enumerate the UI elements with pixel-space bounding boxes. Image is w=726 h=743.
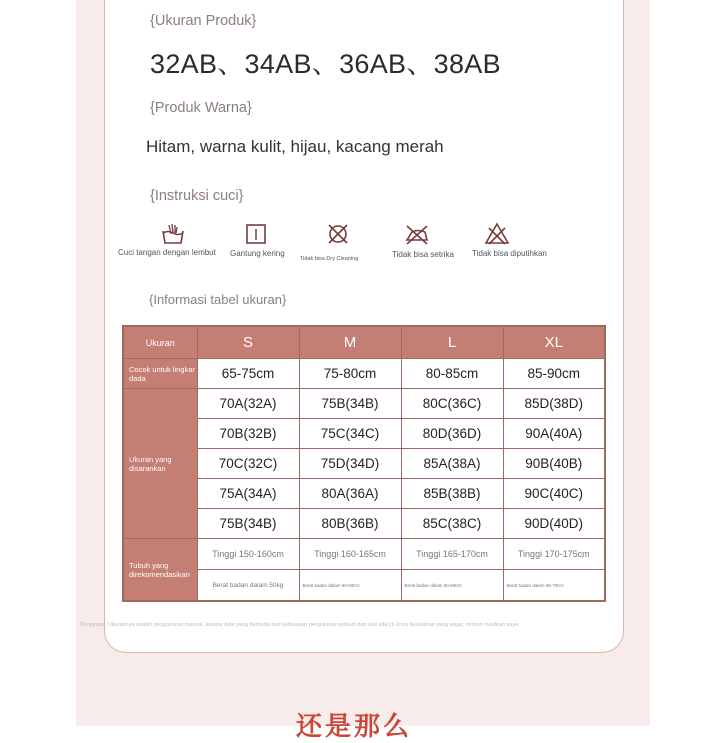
table-cell: 80-85cm <box>401 359 503 389</box>
table-cell: 75B(34B) <box>197 509 299 539</box>
table-label: {Informasi tabel ukuran} <box>149 292 287 307</box>
table-cell: 80B(36B) <box>299 509 401 539</box>
fit-label: Cocok untuk lingkar dada <box>123 359 197 389</box>
table-header-row <box>123 326 605 359</box>
table-cell: 90C(40C) <box>503 479 605 509</box>
table-cell: Berat badan dalam 50-60KG <box>299 570 401 602</box>
size-table <box>122 325 606 602</box>
table-cell: Tinggi 170-175cm <box>503 539 605 570</box>
table-cell: 75A(34A) <box>197 479 299 509</box>
wash-caption-3: Tidak bisa Dry Cleaning <box>300 256 359 262</box>
no-iron-icon <box>404 221 430 247</box>
header-xl: XL <box>503 326 605 359</box>
table-row <box>123 539 605 570</box>
table-cell: Berat badan dalam 50kg <box>197 570 299 602</box>
table-cell: Berat badan dalam 60-65KG <box>401 570 503 602</box>
table-cell: 90B(40B) <box>503 449 605 479</box>
no-bleach-icon <box>484 221 510 247</box>
table-cell: 90A(40A) <box>503 419 605 449</box>
sizes-text: 32AB、34AB、36AB、38AB <box>150 49 501 79</box>
no-dry-clean-icon <box>325 221 351 247</box>
table-row <box>123 359 605 389</box>
wash-label: {Instruksi cuci} <box>150 188 244 204</box>
table-cell: 85C(38C) <box>401 509 503 539</box>
table-cell: 85B(38B) <box>401 479 503 509</box>
table-cell: 75D(34D) <box>299 449 401 479</box>
table-row <box>123 389 605 419</box>
table-cell: 85-90cm <box>503 359 605 389</box>
table-cell: Tinggi 150-160cm <box>197 539 299 570</box>
table-cell: Tinggi 165-170cm <box>401 539 503 570</box>
colors-text: Hitam, warna kulit, hijau, kacang merah <box>146 137 444 156</box>
table-cell: 85D(38D) <box>503 389 605 419</box>
hang-dry-icon <box>243 221 269 247</box>
rec-label: Ukuran yang disarankan <box>123 389 197 539</box>
table-cell: Tinggi 160-165cm <box>299 539 401 570</box>
wash-caption-5: Tidak bisa diputihkan <box>472 249 547 258</box>
table-cell: 80D(36D) <box>401 419 503 449</box>
table-cell: 75-80cm <box>299 359 401 389</box>
wash-caption-4: Tidak bisa setrika <box>392 250 454 259</box>
header-m: M <box>299 326 401 359</box>
body-label: Tubuh yang direkomendasikan <box>123 539 197 602</box>
color-label: {Produk Warna} <box>150 100 252 116</box>
measurement-note: Pengingat: Ukurannya adalah pengukuran manual, karena data yang berbeda dan kebiasaan pengukuran pribadi dan alat ada (1-2cm) kesalahan yang wajar, mohon maafkan saya <box>80 622 519 628</box>
table-cell: 70A(32A) <box>197 389 299 419</box>
table-cell: 75C(34C) <box>299 419 401 449</box>
bottom-heading: 还是那么 <box>296 711 413 741</box>
table-cell: 80A(36A) <box>299 479 401 509</box>
table-cell: 80C(36C) <box>401 389 503 419</box>
table-cell: 75B(34B) <box>299 389 401 419</box>
table-cell: 65-75cm <box>197 359 299 389</box>
table-cell: 90D(40D) <box>503 509 605 539</box>
table-cell: 70C(32C) <box>197 449 299 479</box>
hand-wash-icon <box>160 221 186 247</box>
header-size: Ukuran <box>123 326 197 359</box>
wash-caption-2: Gantung kering <box>230 249 285 258</box>
table-cell: 70B(32B) <box>197 419 299 449</box>
table-cell: Berat badan dalam 65-70KG <box>503 570 605 602</box>
table-cell: 85A(38A) <box>401 449 503 479</box>
wash-caption-1: Cuci tangan dengan lembut <box>118 248 216 257</box>
header-l: L <box>401 326 503 359</box>
size-label: {Ukuran Produk} <box>150 13 257 29</box>
header-s: S <box>197 326 299 359</box>
